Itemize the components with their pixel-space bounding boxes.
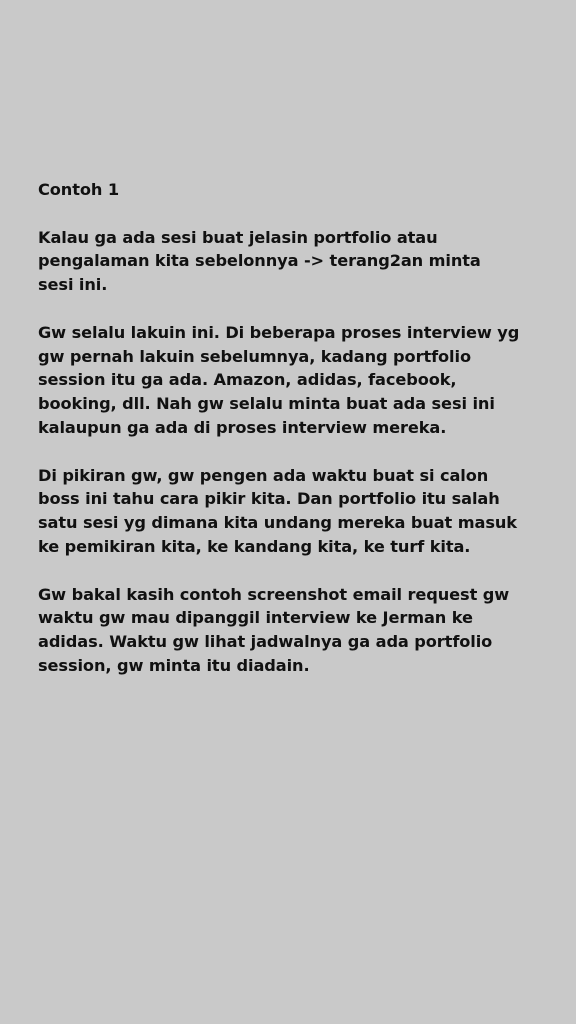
paragraph-line: satu sesi yg dimana kita undang mereka buat masuk [38,513,517,533]
paragraph-line: Gw bakal kasih contoh screenshot email request gw [38,584,510,604]
paragraph-line: sesi ini. [38,275,108,295]
paragraph-line: Di pikiran gw, gw pengen ada waktu buat si calon [38,465,489,485]
paragraph-2 [38,321,543,440]
paragraph-line: session, gw minta itu diadain. [38,655,310,675]
paragraph-line: session itu ga ada. Amazon, adidas, facebook, [38,370,457,390]
paragraph-line: booking, dll. Nah gw selalu minta buat ada sesi ini [38,394,495,414]
paragraph-spacer [38,297,543,321]
paragraph-line: boss ini tahu cara pikir kita. Dan portfolio itu salah [38,489,500,509]
paragraph-1 [38,226,543,297]
paragraph-line: pengalaman kita sebelonnya -> terang2an minta [38,251,481,271]
paragraph-4 [38,583,543,678]
paragraph-line: Kalau ga ada sesi buat jelasin portfolio atau [38,227,438,247]
paragraph-line: waktu gw mau dipanggil interview ke Jerman ke [38,608,473,628]
paragraph-line: ke pemikiran kita, ke kandang kita, ke turf kita. [38,536,471,556]
paragraph-line: gw pernah lakuin sebelumnya, kadang portfolio [38,346,471,366]
paragraph-line: Gw selalu lakuin ini. Di beberapa proses interview yg [38,322,520,342]
note-content [38,178,543,678]
paragraph-line: kalaupun ga ada di proses interview mereka. [38,417,447,437]
paragraph-spacer [38,559,543,583]
paragraph-3 [38,464,543,559]
paragraph-spacer [38,440,543,464]
paragraph-line: adidas. Waktu gw lihat jadwalnya ga ada portfolio [38,632,493,652]
note-heading: Contoh 1 [38,180,120,199]
paragraph-spacer [38,202,543,226]
